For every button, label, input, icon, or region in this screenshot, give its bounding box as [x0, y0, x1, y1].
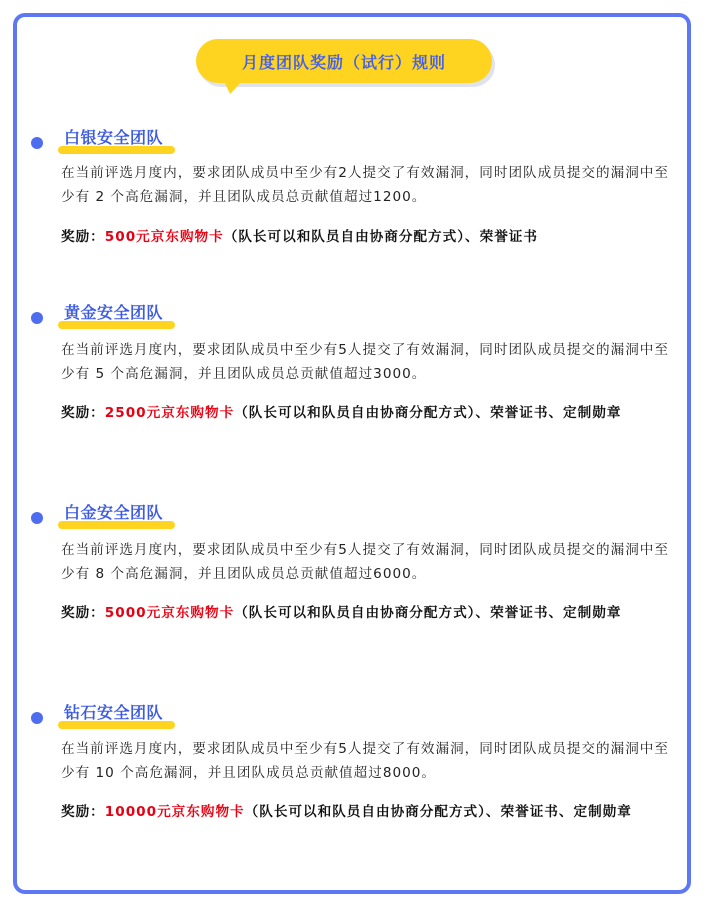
reward-label: 奖励：: [61, 229, 105, 245]
bullet-dot-icon: [31, 137, 43, 149]
reward-prize: 5000元京东购物卡: [104, 605, 235, 621]
tier-description: 在当前评选月度内，要求团队成员中至少有5人提交了有效漏洞，同时团队成员提交的漏洞中至少有 5 个高危漏洞，并且团队成员总贡献值超过3000。: [61, 342, 669, 382]
title-banner: [196, 39, 492, 83]
tier-reward: [61, 601, 673, 625]
page-title: 月度团队奖励（试行）规则: [241, 52, 446, 72]
reward-prize: 500元京东购物卡: [104, 229, 224, 245]
tier-heading-text: 黄金安全团队: [64, 303, 164, 322]
tier-heading-text: 白银安全团队: [64, 128, 164, 147]
reward-details: （队长可以和队员自由协商分配方式）、荣誉证书、定制勋章: [244, 804, 632, 820]
tier-heading: [58, 501, 163, 529]
tier-description: 在当前评选月度内，要求团队成员中至少有2人提交了有效漏洞，同时团队成员提交的漏洞中至少有 2 个高危漏洞，并且团队成员总贡献值超过1200。: [61, 165, 669, 205]
tier-reward: [61, 225, 673, 249]
tier-description: 在当前评选月度内，要求团队成员中至少有5人提交了有效漏洞，同时团队成员提交的漏洞中至少有 8 个高危漏洞，并且团队成员总贡献值超过6000。: [61, 542, 669, 582]
reward-details: （队长可以和队员自由协商分配方式）、荣誉证书、定制勋章: [234, 605, 622, 621]
speech-bubble-tail: [224, 81, 242, 94]
reward-prize: 2500元京东购物卡: [104, 405, 235, 421]
bullet-dot-icon: [31, 712, 43, 724]
tier-reward: [61, 800, 673, 824]
reward-details: （队长可以和队员自由协商分配方式）、荣誉证书、定制勋章: [234, 405, 622, 421]
reward-details: （队长可以和队员自由协商分配方式）、荣誉证书: [223, 229, 538, 245]
tier-heading: [58, 301, 163, 329]
bullet-dot-icon: [31, 312, 43, 324]
reward-prize: 10000元京东购物卡: [104, 804, 245, 820]
tier-heading: [58, 701, 163, 729]
reward-label: 奖励：: [61, 605, 105, 621]
reward-label: 奖励：: [61, 804, 105, 820]
tier-description: 在当前评选月度内，要求团队成员中至少有5人提交了有效漏洞，同时团队成员提交的漏洞中至少有 10 个高危漏洞，并且团队成员总贡献值超过8000。: [61, 741, 669, 781]
tier-heading-text: 白金安全团队: [64, 503, 164, 522]
tier-heading: [58, 126, 163, 154]
bullet-dot-icon: [31, 512, 43, 524]
reward-label: 奖励：: [61, 405, 105, 421]
tier-reward: [61, 401, 673, 425]
tier-heading-text: 钻石安全团队: [64, 703, 164, 722]
